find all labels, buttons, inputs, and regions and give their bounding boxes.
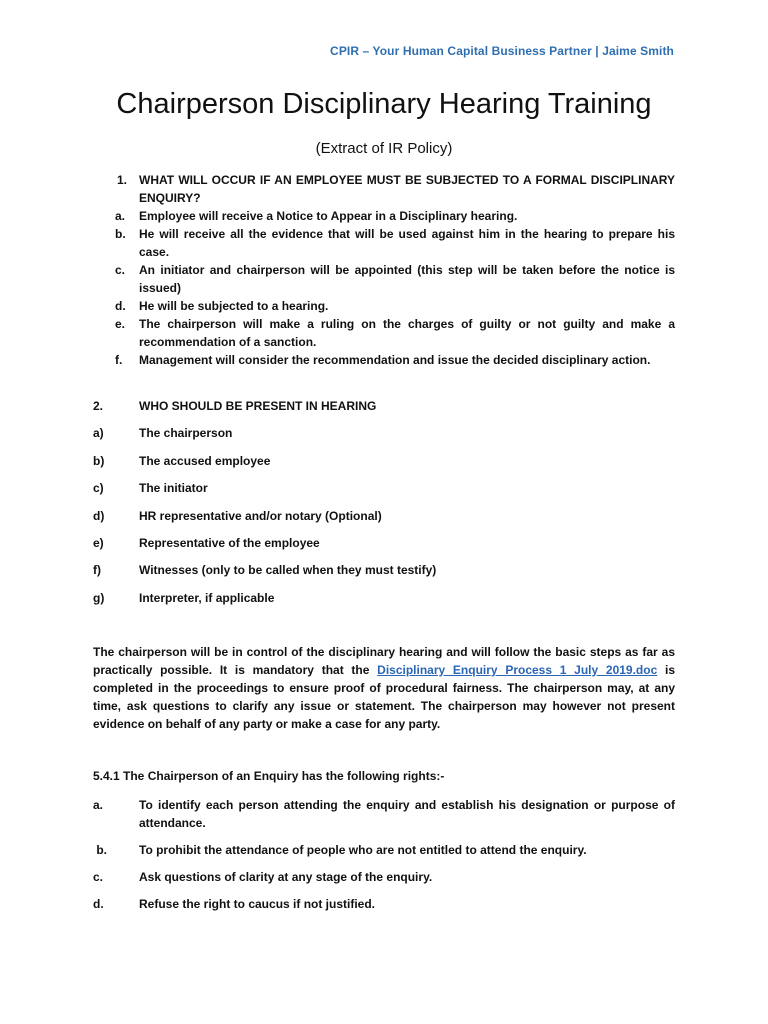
- disciplinary-enquiry-process-link[interactable]: Disciplinary Enquiry Process 1 July 2019.doc: [377, 663, 658, 677]
- list-item: [93, 315, 675, 351]
- page-header: CPIR – Your Human Capital Business Partner | Jaime Smith: [330, 44, 674, 58]
- list-item-text: The accused employee: [139, 453, 271, 468]
- list-item-text: Witnesses (only to be called when they must testify): [139, 563, 437, 578]
- list-item: [93, 479, 675, 506]
- list-item-text: Ask questions of clarity at any stage of the enquiry.: [139, 870, 433, 884]
- list-item: [93, 534, 675, 561]
- list-item: [93, 297, 675, 315]
- list-item-text: An initiator and chairperson will be appointed (this step will be taken before the notice is issued): [139, 263, 675, 295]
- list-item: [93, 589, 675, 616]
- list-item-text: The chairperson will make a ruling on the charges of guilty or not guilty and make a recommendation of a sanction.: [139, 317, 675, 349]
- paragraph-text-before-link: The chairperson will be in control of the disciplinary hearing and will follow the basic steps as far as practically possible. It is mandatory that the: [93, 645, 675, 677]
- list-item-text: HR representative and/or notary (Optional): [139, 508, 382, 523]
- list-marker: d.: [93, 897, 104, 911]
- list-marker: a): [93, 426, 104, 441]
- section-3-heading: 5.4.1 The Chairperson of an Enquiry has the following rights:-: [93, 769, 445, 783]
- list-marker: b.: [115, 227, 126, 241]
- list-item: [93, 424, 675, 451]
- list-marker: b.: [93, 843, 107, 857]
- list-marker: g): [93, 590, 105, 605]
- list-item: [93, 841, 675, 859]
- list-marker: f.: [115, 353, 123, 367]
- section-1-heading: [93, 171, 675, 207]
- section-1-number: 1.: [117, 173, 128, 187]
- list-marker: c): [93, 481, 104, 496]
- list-marker: e): [93, 535, 104, 550]
- list-marker: d): [93, 508, 105, 523]
- list-item: [93, 895, 675, 913]
- list-marker: d.: [115, 299, 126, 313]
- list-item-text: Refuse the right to caucus if not justified.: [139, 897, 376, 911]
- section-2: [93, 397, 675, 616]
- list-marker: a.: [93, 798, 104, 812]
- list-item: [93, 351, 675, 369]
- paragraph-text-after-link: is completed in the proceedings to ensure proof of procedural fairness. The chairperson may, at any time, ask questions to clarify any issue or statement. The chairperson may however not present evidence on behalf of any party or make a case for any party.: [93, 663, 676, 731]
- list-marker: e.: [115, 317, 126, 331]
- section-1: [93, 171, 675, 369]
- body-paragraph: [93, 643, 675, 733]
- list-item-text: Representative of the employee: [139, 535, 320, 550]
- list-item-text: Management will consider the recommendation and issue the decided disciplinary action.: [139, 353, 651, 367]
- list-item-text: The chairperson: [139, 426, 233, 441]
- list-item-text: To prohibit the attendance of people who are not entitled to attend the enquiry.: [139, 843, 587, 857]
- list-item-text: The initiator: [139, 481, 208, 496]
- list-item: [93, 207, 675, 225]
- list-marker: c.: [115, 263, 126, 277]
- list-item: [93, 261, 675, 297]
- list-item-text: He will receive all the evidence that will be used against him in the hearing to prepare his case.: [139, 227, 675, 259]
- section-2-heading-text: WHO SHOULD BE PRESENT IN HEARING: [139, 399, 377, 413]
- list-item-text: To identify each person attending the enquiry and establish his designation or purpose of attendance.: [139, 798, 675, 830]
- list-item-text: Interpreter, if applicable: [139, 590, 275, 605]
- section-3: [93, 796, 675, 922]
- list-item: [93, 796, 675, 832]
- section-2-number: 2.: [93, 399, 104, 413]
- document-title: Chairperson Disciplinary Hearing Training: [116, 88, 652, 120]
- list-item-text: Employee will receive a Notice to Appear in a Disciplinary hearing.: [139, 209, 518, 223]
- list-item-text: He will be subjected to a hearing.: [139, 299, 329, 313]
- document-subtitle: (Extract of IR Policy): [315, 140, 453, 157]
- list-item: [93, 561, 675, 588]
- list-marker: c.: [93, 870, 104, 884]
- list-item: [93, 225, 675, 261]
- section-1-heading-text: WHAT WILL OCCUR IF AN EMPLOYEE MUST BE SUBJECTED TO A FORMAL DISCIPLINARY ENQUIRY?: [139, 173, 675, 205]
- list-marker: a.: [115, 209, 126, 223]
- list-marker: b): [93, 453, 105, 468]
- section-2-heading: [93, 397, 675, 424]
- list-item: [93, 507, 675, 534]
- list-item: [93, 868, 675, 886]
- list-marker: f): [93, 563, 101, 578]
- list-item: [93, 452, 675, 479]
